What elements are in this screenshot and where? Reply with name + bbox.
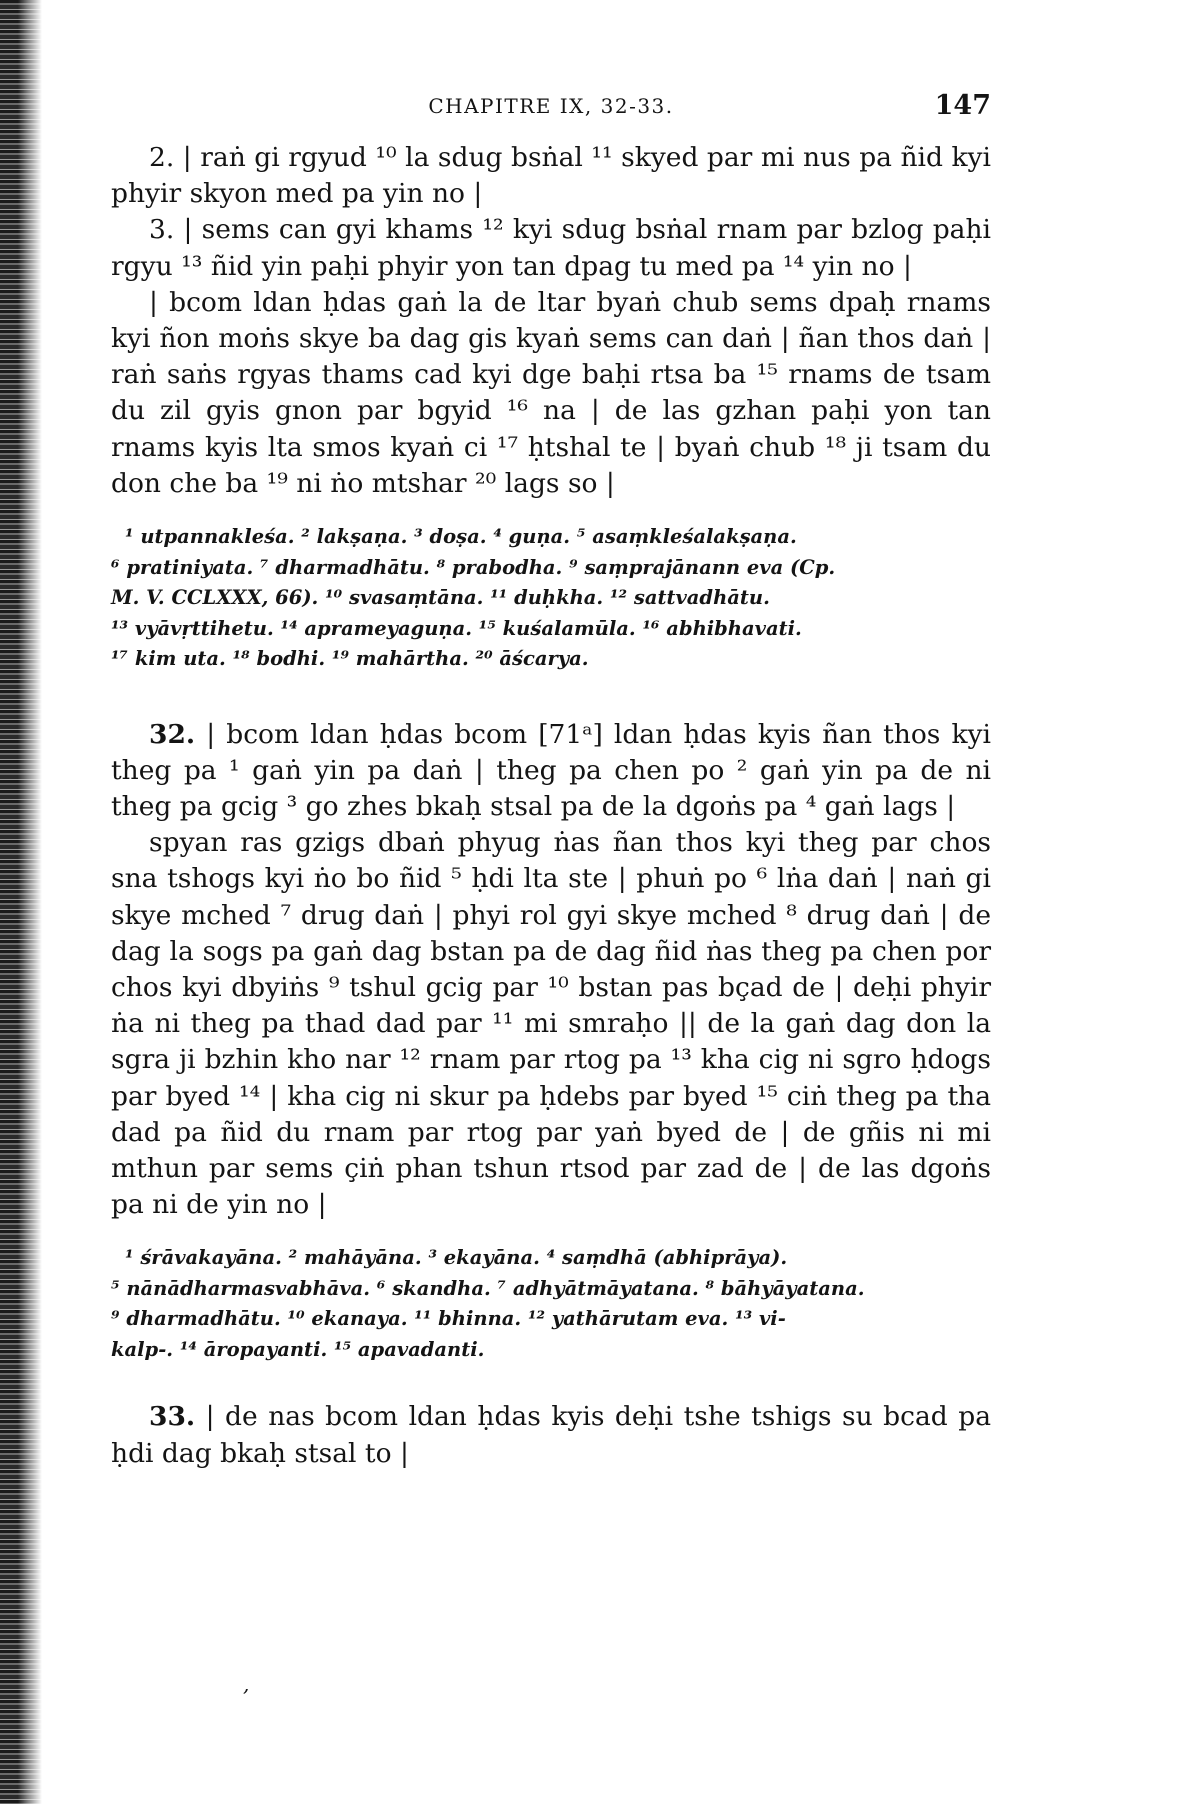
book-binding-edge	[0, 0, 42, 1804]
running-title: CHAPITRE IX, 32-33.	[428, 94, 674, 118]
footnotes-second: ¹ śrāvakayāna. ² mahāyāna. ³ ekayāna. ⁴ saṃdhā (abhiprāya). ⁵ nānādharmasvabhāva. ⁶ skandha. ⁷ adhyātmāyatana. ⁸ bāhyāyatana. ⁹ dharmadhātu. ¹⁰ ekanaya. ¹¹ bhinna. ¹² yathārutam eva. ¹³ vi- kalp-. ¹⁴ āropayanti. ¹⁵ apavadanti.	[111, 1246, 865, 1361]
page-content	[111, 84, 991, 1472]
paragraph-item-2: 2. | raṅ gi rgyud ¹⁰ la sdug bsṅal ¹¹ skyed par mi nus pa ñid kyi phyir skyon med pa yin no |	[111, 142, 991, 210]
section-32-number: 32.	[149, 718, 196, 750]
section-32-paragraph-1	[111, 717, 991, 826]
footnotes-first: ¹ utpannakleśa. ² lakṣaṇa. ³ doṣa. ⁴ guṇa. ⁵ asaṃkleśalakṣaṇa. ⁶ pratiniyata. ⁷ dharmadhātu. ⁸ prabodha. ⁹ saṃprajānann eva (Cp. M. V. CCLXXX, 66). ¹⁰ svasaṃtāna. ¹¹ duḥkha. ¹² sattvadhātu. ¹³ vyāvṛttihetu. ¹⁴ aprameyaguṇa. ¹⁵ kuśalamūla. ¹⁶ abhibhavati. ¹⁷ kim uta. ¹⁸ bodhi. ¹⁹ mahārtha. ²⁰ āścarya.	[111, 525, 836, 671]
page-number: 147	[934, 90, 991, 121]
spacer	[111, 1365, 991, 1399]
running-header	[111, 84, 991, 140]
section-32-paragraph-2: spyan ras gzigs dbaṅ phyug ṅas ñan thos kyi theg par chos sna tshogs kyi ṅo bo ñid ⁵ ḥdi lta ste | phuṅ po ⁶ lṅa daṅ | naṅ gi skye mched ⁷ drug daṅ | phyi rol gyi skye mched ⁸ drug daṅ | de dag la sogs pa gaṅ dag bstan pa de dag ñid ṅas theg pa chen por chos kyi dbyiṅs ⁹ tshul gcig par ¹⁰ bstan pas bçad de | deḥi phyir ṅa ni theg pa thad dad par ¹¹ mi smraḥo || de la gaṅ dag don la sgra ji bzhin kho nar ¹² rnam par rtog pa ¹³ kha cig ni sgro ḥdogs par byed ¹⁴ | kha cig ni skur pa ḥdebs par byed ¹⁵ ciṅ theg pa tha dad pa ñid du rnam par rtog par yaṅ byed de | de gñis ni mi mthun par sems çiṅ phan tshun rtsod par zad de | de las dgoṅs pa ni de yin no |	[111, 827, 991, 1221]
spacer	[111, 675, 991, 717]
paragraph-bhagavan-question: | bcom ldan ḥdas gaṅ la de ltar byaṅ chub sems dpaḥ rnams kyi ñon moṅs skye ba dag gis kyaṅ sems can daṅ | ñan thos daṅ | raṅ saṅs rgyas thams cad kyi dge baḥi rtsa ba ¹⁵ rnams de tsam du zil gyis gnon par bgyid ¹⁶ na | de las gzhan paḥi yon tan rnams kyis lta smos kyaṅ ci ¹⁷ ḥtshal te | byaṅ chub ¹⁸ ji tsam du don che ba ¹⁹ ni ṅo mtshar ²⁰ lags so |	[111, 286, 991, 499]
stray-ink-mark: ,	[243, 1672, 250, 1696]
section-33-number: 33.	[149, 1401, 196, 1433]
paragraph-item-3: 3. | sems can gyi khams ¹² kyi sdug bsṅal rnam par bzlog paḥi rgyu ¹³ ñid yin paḥi phyir yon tan dpag tu med pa ¹⁴ yin no |	[111, 214, 991, 282]
section-33-paragraph	[111, 1399, 991, 1471]
section-33-text: | de nas bcom ldan ḥdas kyis deḥi tshe tshigs su bcad pa ḥdi dag bkaḥ stsal to |	[111, 1401, 991, 1469]
section-32-text-1: | bcom ldan ḥdas bcom [71ᵃ] ldan ḥdas kyis ñan thos kyi theg pa ¹ gaṅ yin pa daṅ | theg pa chen po ² gaṅ yin pa de ni theg pa gcig ³ go zhes bkaḥ stsal pa de la dgoṅs pa ⁴ gaṅ lags |	[111, 718, 991, 822]
